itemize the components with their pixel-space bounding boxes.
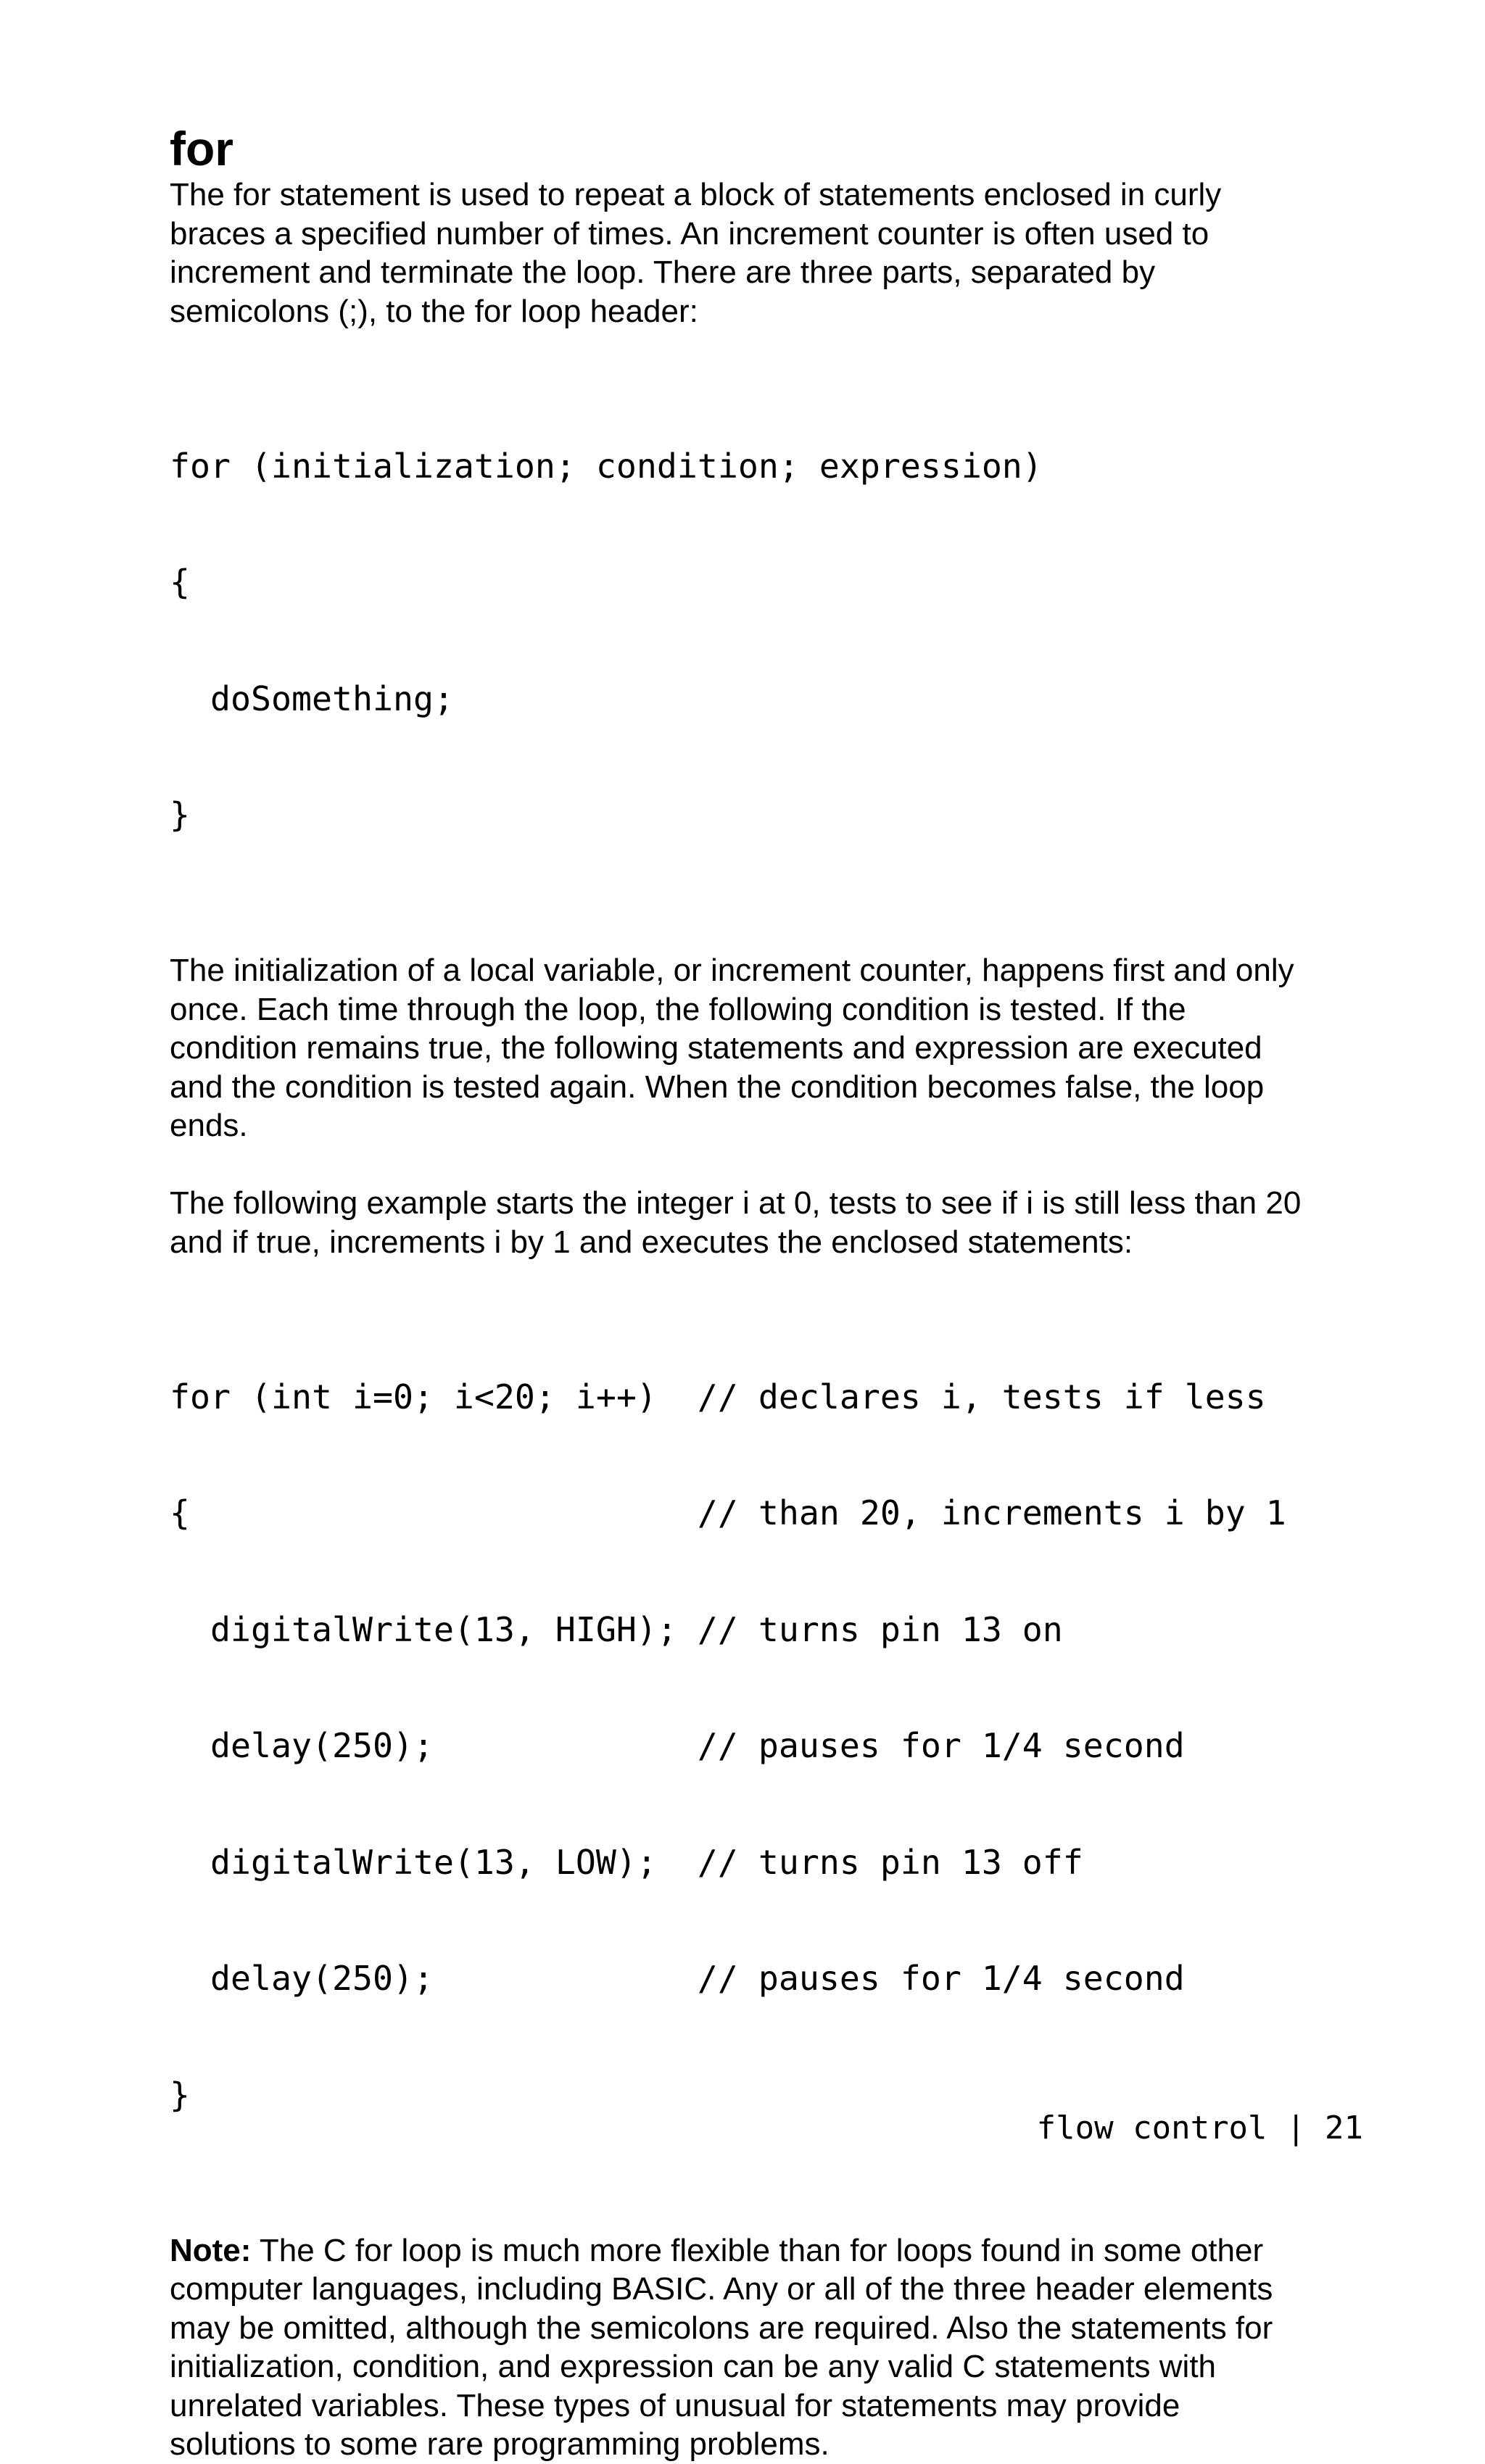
code-line: delay(250); // pauses for 1/4 second <box>170 1726 1185 1765</box>
page-footer: flow control | 21 <box>1036 2110 1363 2146</box>
section-heading: for <box>170 122 233 175</box>
code-line: for (int i=0; i<20; i++) // declares i, tests if less <box>170 1377 1266 1416</box>
example-code-block <box>170 1301 1366 2193</box>
paragraph-line: The initialization of a local variable, or increment counter, happens first and only <box>170 953 1294 988</box>
code-line: } <box>170 795 190 834</box>
paragraph-line: braces a specified number of times. An increment counter is often used to <box>170 215 1209 252</box>
code-line: delay(250); // pauses for 1/4 second <box>170 1959 1185 1998</box>
example-intro-paragraph <box>170 1184 1366 1261</box>
paragraph-line: The for statement is used to repeat a block of statements enclosed in curly <box>170 177 1222 212</box>
intro-paragraph <box>170 175 1366 331</box>
spacer <box>170 331 1366 370</box>
spacer <box>170 2192 1366 2231</box>
code-line: } <box>170 2075 190 2115</box>
paragraph-line: unrelated variables. These types of unusual for statements may provide <box>170 2387 1180 2423</box>
note-label: Note: <box>170 2232 252 2268</box>
code-line: digitalWrite(13, HIGH); // turns pin 13 on <box>170 1609 1063 1649</box>
paragraph-line: and the condition is tested again. When the condition becomes false, the loop <box>170 1069 1265 1105</box>
note-first-line-text: The C for loop is much more flexible than for loops found in some other <box>251 2232 1264 2268</box>
paragraph-line <box>170 2231 1366 2270</box>
spacer <box>170 1261 1366 1301</box>
code-line: { // than 20, increments i by 1 <box>170 1493 1286 1532</box>
spacer <box>170 1145 1366 1185</box>
paragraph-line: solutions to some rare programming problems. <box>170 2426 830 2462</box>
paragraph-line: once. Each time through the loop, the following condition is tested. If the <box>170 991 1186 1027</box>
spacer <box>170 913 1366 952</box>
paragraph-line: and if true, increments i by 1 and executes the enclosed statements: <box>170 1224 1133 1260</box>
note-paragraph <box>170 2231 1366 2464</box>
paragraph-line: condition remains true, the following statements and expression are executed <box>170 1030 1262 1066</box>
code-line: digitalWrite(13, LOW); // turns pin 13 off <box>170 1842 1083 1882</box>
paragraph-line: increment and terminate the loop. There are three parts, separated by <box>170 254 1156 290</box>
syntax-code-block <box>170 370 1366 913</box>
paragraph-line: ends. <box>170 1108 248 1143</box>
paragraph-line: The following example starts the integer i at 0, tests to see if i is still less than 20 <box>170 1185 1302 1221</box>
code-line: for (initialization; condition; expression) <box>170 446 1043 486</box>
paragraph-line: may be omitted, although the semicolons are required. Also the statements for <box>170 2310 1273 2346</box>
paragraph-line: initialization, condition, and expression can be any valid C statements with <box>170 2349 1217 2384</box>
code-line: doSomething; <box>170 679 454 718</box>
explanation-paragraph <box>170 951 1366 1145</box>
code-line: { <box>170 563 190 602</box>
paragraph-line: semicolons (;), to the for loop header: <box>170 293 698 329</box>
paragraph-line: computer languages, including BASIC. Any or all of the three header elements <box>170 2271 1273 2307</box>
